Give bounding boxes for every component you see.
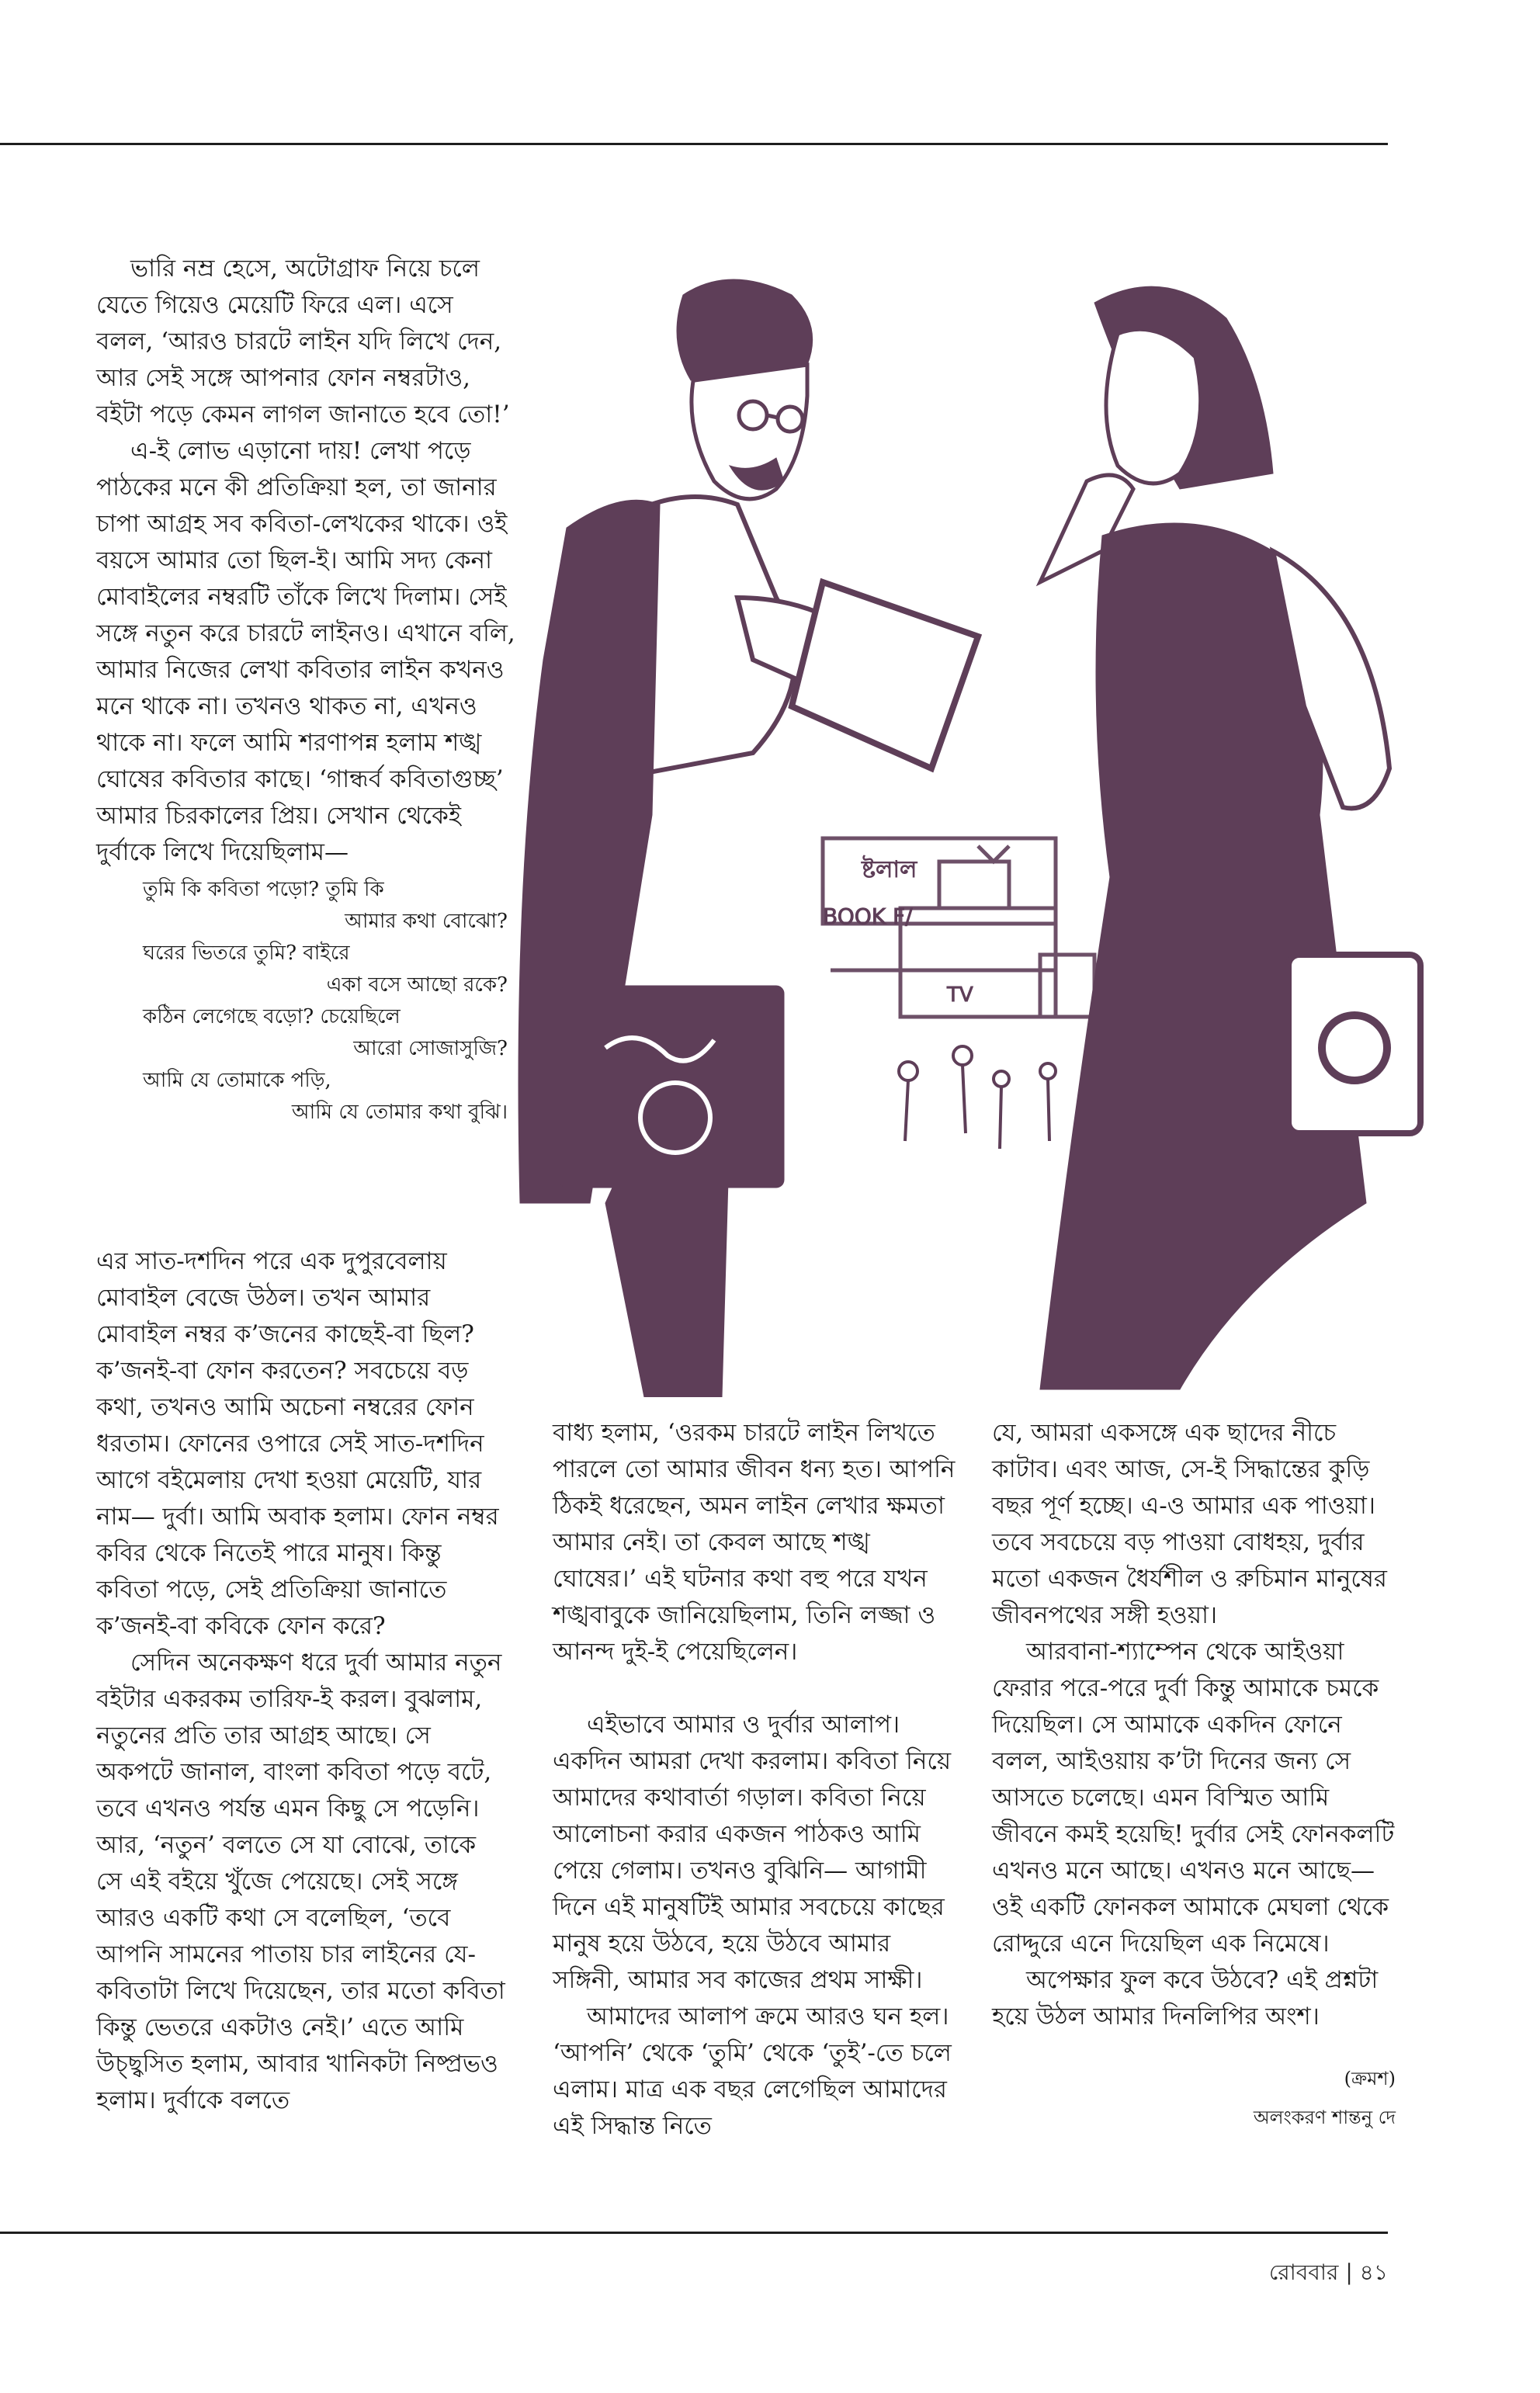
stall-sign: BOOK F/	[823, 903, 913, 929]
paragraph: বাধ্য হলাম, ‘ওরকম চারটে লাইন লিখতে পারলে তো আমার জীবন ধন্য হত। আপনি ঠিকই ধরেছেন, অমন লাইন লেখার ক্ষমতা আমার নেই। তা কেবল আছে শঙ্খ ঘোষের।’ এই ঘটনার কথা বহু পরে যখন শঙ্খবাবুকে জানিয়েছিলাম, তিনি লজ্জা ও আনন্দ দুই-ই পেয়েছিলেন।	[553, 1419, 956, 1666]
paragraph: এর সাত-দশদিন পরে এক দুপুরবেলায় মোবাইল বেজে উঠল। তখন আমার মোবাইল নম্বর ক’জনের কাছেই-বা ছিল? ক’জনই-বা ফোন করতেন? সবচেয়ে বড় কথা, তখনও আমি অচেনা নম্বরের ফোন ধরতাম। ফোনের ওপারে সেই সাত-দশদিন আগে বইমেলায় দেখা হওয়া মেয়েটি, যার নাম— দুর্বা। আমি অবাক হলাম। ফোন নম্বর কবির থেকে নিতেই পারে মানুষ। কিন্তু কবিতা পড়ে, সেই প্রতিক্রিয়া জানাতে ক’জনই-বা কবিকে ফোন করে?	[96, 1247, 499, 1640]
stall-sign: TV	[947, 983, 973, 1007]
poem-line: কঠিন লেগেছে বড়ো? চেয়েছিলে	[143, 1005, 401, 1028]
footer-separator: |	[1345, 2259, 1353, 2285]
stall-sign: ষ্টলাল	[862, 856, 917, 883]
poem-line: আমার কথা বোঝো?	[345, 910, 508, 933]
paragraph: এইভাবে আমার ও দুর্বার আলাপ। একদিন আমরা দেখা করলাম। কবিতা নিয়ে আমাদের কথাবার্তা গড়াল। কবিতা নিয়ে আলোচনা করার একজন পাঠকও আমি পেয়ে গেলাম। তখনও বুঝিনি— আগামী দিনে এই মানুষটিই আমার সবচেয়ে কাছের মানুষ হয়ে উঠবে, হয়ে উঠবে আমার সঙ্গিনী, আমার সব কাজের প্রথম সাক্ষী।	[553, 1711, 952, 1994]
left-column-continued	[96, 1243, 508, 2119]
woman-face	[1106, 329, 1201, 484]
poem-line: তুমি কি কবিতা পড়ো? তুমি কি	[143, 878, 384, 901]
quoted-poem	[143, 874, 508, 1129]
man-bag	[559, 986, 784, 1188]
middle-column	[553, 1415, 956, 2145]
poem-line: একা বসে আছো রকে?	[326, 973, 508, 997]
paragraph-gap	[553, 1670, 956, 1707]
left-column	[96, 251, 515, 1129]
paragraph: অপেক্ষার ফুল কবে উঠবে? এই প্রশ্নটা হয়ে উঠল আমার দিনলিপির অংশ।	[992, 1966, 1379, 2031]
top-rule	[0, 143, 1388, 145]
woman-bag	[1289, 955, 1420, 1133]
right-column	[992, 1415, 1396, 2135]
autograph-book	[792, 582, 978, 768]
paragraph: আরবানা-শ্যাম্পেন থেকে আইওয়া ফেরার পরে-পরে দুর্বা কিন্তু আমাকে চমকে দিয়েছিল। সে আমাকে একদিন ফোনে বলল, আইওয়ায় ক’টা দিনের জন্য সে আসতে চলেছে। এমন বিস্মিত আমি জীবনে কমই হয়েছি! দুর্বার সেই ফোনকলটি এখনও মনে আছে। এখনও মনে আছে— ওই একটি ফোনকল আমাকে মেঘলা থেকে রোদ্দুরে এনে দিয়েছিল এক নিমেষে।	[992, 1638, 1395, 1958]
poem-line: আমি যে তোমার কথা বুঝি।	[291, 1101, 508, 1124]
poem-line: ঘরের ভিতরে তুমি? বাইরে	[143, 942, 350, 965]
paragraph: এ-ই লোভ এড়ানো দায়! লেখা পড়ে পাঠকের মনে কী প্রতিক্রিয়া হল, তা জানার চাপা আগ্রহ সব কবিতা-লেখকের থাকে। ওই বয়সে আমার তো ছিল-ই। আমি সদ্য কেনা মোবাইলের নম্বরটি তাঁকে লিখে দিলাম। সেই সঙ্গে নতুন করে চারটে লাইনও। এখানে বলি, আমার নিজের লেখা কবিতার লাইন কখনও মনে থাকে না। তখনও থাকত না, এখনও থাকে না। ফলে আমি শরণাপন্ন হলাম শঙ্খ ঘোষের কবিতার কাছে। ‘গান্ধর্ব কবিতাগুচ্ছ’ আমার চিরকালের প্রিয়। সেখান থেকেই দুর্বাকে লিখে দিয়েছিলাম—	[96, 437, 515, 866]
crowd-figures	[899, 1046, 1056, 1149]
page-number: ৪১	[1359, 2259, 1388, 2285]
paragraph: ভারি নম্র হেসে, অটোগ্রাফ নিয়ে চলে যেতে গিয়েও মেয়েটি ফিরে এল। এসে বলল, ‘আরও চারটে লাইন যদি লিখে দেন, আর সেই সঙ্গে আপনার ফোন নম্বরটাও, বইটা পড়ে কেমন লাগল জানাতে হবে তো!’	[96, 255, 510, 428]
poem-line: আমি যে তোমাকে পড়ি,	[143, 1069, 331, 1092]
woman-figure	[1040, 286, 1420, 1389]
magazine-name: রোববার	[1268, 2259, 1339, 2285]
serial-note: (ক্রমশ)	[1344, 2068, 1396, 2090]
poem-line: আরো সোজাসুজি?	[353, 1037, 508, 1060]
paragraph: সেদিন অনেকক্ষণ ধরে দুর্বা আমার নতুন বইটার একরকম তারিফ-ই করল। বুঝলাম, নতুনের প্রতি তার আগ্রহ আছে। সে অকপটে জানাল, বাংলা কবিতা পড়ে বটে, তবে এখনও পর্যন্ত এমন কিছু সে পড়েনি। আর, ‘নতুন’ বলতে সে যা বোঝে, তাকে সে এই বইয়ে খুঁজে পেয়েছে। সেই সঙ্গে আরও একটি কথা সে বলেছিল, ‘তবে আপনি সামনের পাতায় চার লাইনের যে-কবিতাটা লিখে দিয়েছেন, তার মতো কবিতা কিন্তু ভেতরে একটাও নেই।’ এতে আমি উচ্ছ্বসিত হলাম, আবার খানিকটা নিষ্প্রভও হলাম। দুর্বাকে বলতে	[96, 1649, 505, 2114]
illustration-credit: অলংকরণ শান্তনু দে	[1253, 2107, 1396, 2128]
illustration	[497, 272, 1475, 1397]
paragraph: যে, আমরা একসঙ্গে এক ছাদের নীচে কাটাব। এবং আজ, সে-ই সিদ্ধান্তের কুড়ি বছর পূর্ণ হচ্ছে। এ-ও আমার এক পাওয়া। তবে সবচেয়ে বড় পাওয়া বোধহয়, দুর্বার মতো একজন ধৈর্যশীল ও রুচিমান মানুষের জীবনপথের সঙ্গী হওয়া।	[992, 1419, 1387, 1629]
bottom-rule	[0, 2232, 1388, 2234]
paragraph: আমাদের আলাপ ক্রমে আরও ঘন হল। ‘আপনি’ থেকে ‘তুমি’ থেকে ‘তুই’-তে চলে এলাম। মাত্র এক বছর লেগেছিল আমাদের এই সিদ্ধান্ত নিতে	[553, 2003, 952, 2140]
page-footer	[1269, 2256, 1388, 2292]
